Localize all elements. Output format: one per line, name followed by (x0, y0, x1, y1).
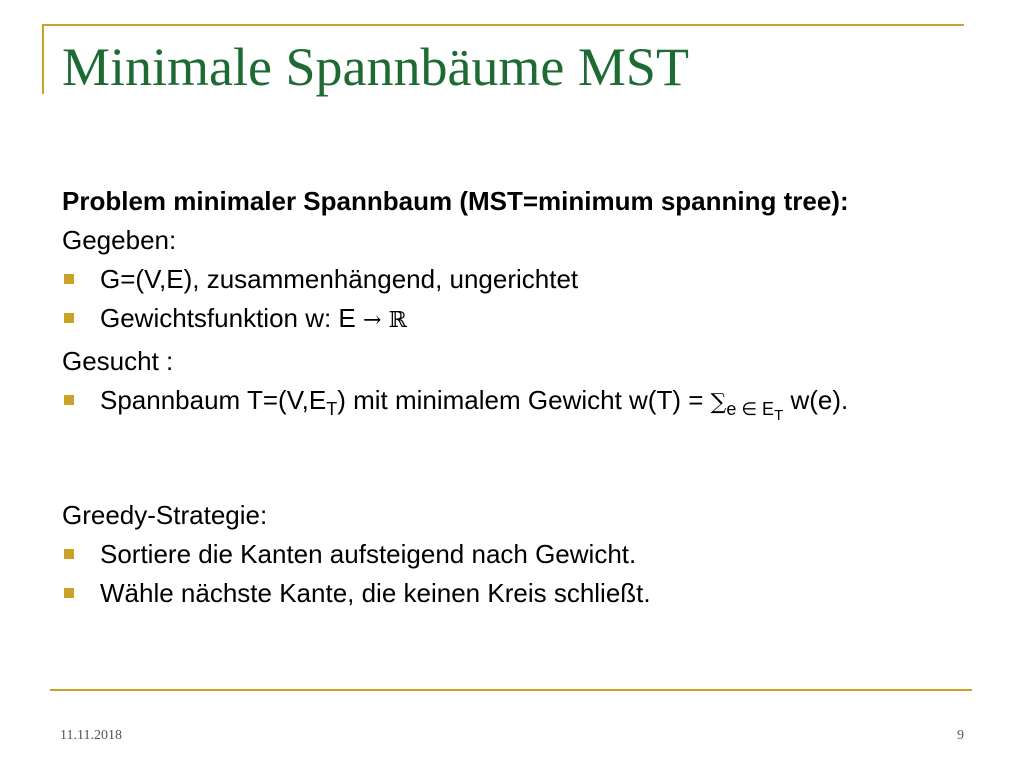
arrow-symbol: → (363, 308, 382, 333)
bullet-spanning-tree (62, 381, 982, 424)
footer-date: 11.11.2018 (60, 728, 122, 743)
subscript-t: T (326, 399, 338, 419)
problem-heading: Problem minimaler Spannbaum (MST=minimum spanning tree): (62, 186, 849, 216)
spanning-tree-text-2: ) mit minimalem Gewicht w(T) = (337, 385, 711, 415)
reals-symbol: ℝ (388, 308, 407, 333)
sum-symbol: ∑ (710, 390, 727, 415)
bullet-square-icon (64, 313, 74, 323)
sum-subscript (726, 399, 784, 424)
bullet-square-icon (64, 274, 74, 284)
given-label: Gegeben: (62, 225, 177, 255)
weight-function-text: Gewichtsfunktion w: E (100, 303, 363, 333)
bullet-square-icon (64, 395, 74, 405)
bullet-choose-edge (62, 574, 982, 613)
spanning-tree-text-3: w(e). (783, 385, 849, 415)
bullet-sort-edges (62, 535, 982, 574)
slide-body (62, 182, 982, 613)
sought-label: Gesucht : (62, 346, 174, 376)
left-frame-line (42, 24, 44, 94)
bullet-graph-text: G=(V,E), zusammenhängend, ungerichtet (100, 264, 579, 294)
space (381, 303, 388, 333)
sort-edges-text: Sortiere die Kanten aufsteigend nach Gewicht. (100, 539, 637, 569)
bullet-weight-function (62, 299, 982, 338)
slide-title: Minimale Spannbäume MST (62, 37, 689, 97)
bullet-graph (62, 260, 982, 299)
choose-edge-text: Wähle nächste Kante, die keinen Kreis schließt. (100, 578, 651, 608)
page-number: 9 (957, 728, 964, 743)
bullet-square-icon (64, 549, 74, 559)
spanning-tree-text-1: Spannbaum T=(V,E (100, 385, 327, 415)
greedy-label: Greedy-Strategie: (62, 500, 268, 530)
sum-subsubscript: T (774, 407, 784, 424)
top-frame-line (42, 24, 964, 26)
sum-subscript-text: e ∈ E (726, 399, 775, 419)
bottom-frame-line (50, 689, 972, 691)
spacer (62, 420, 982, 496)
bullet-square-icon (64, 588, 74, 598)
